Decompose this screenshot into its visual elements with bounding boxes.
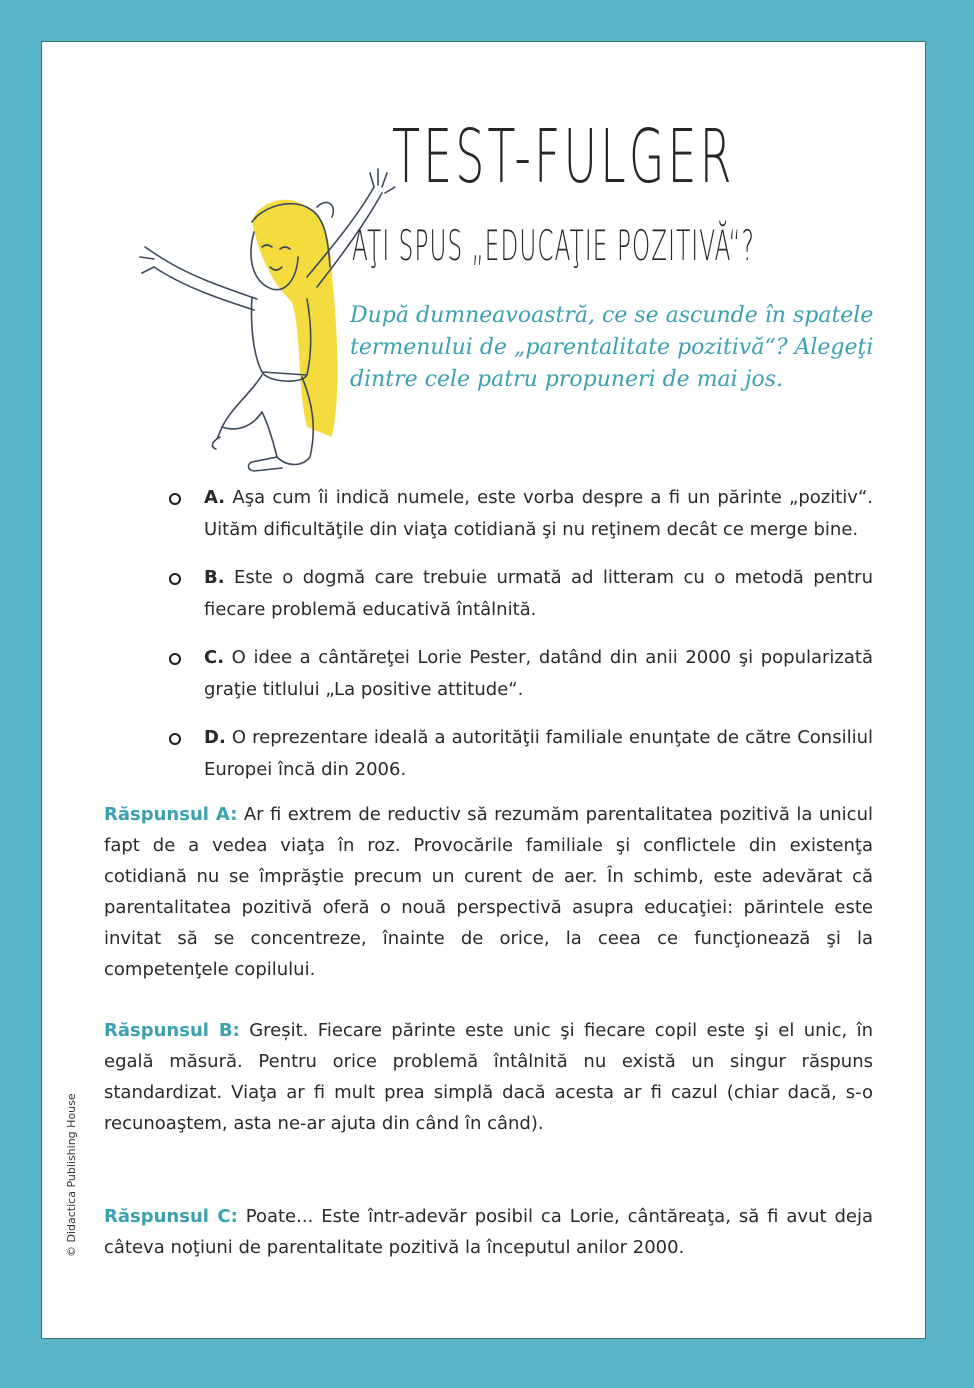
- option-c[interactable]: [165, 642, 873, 706]
- option-letter: C.: [204, 647, 225, 668]
- page: [41, 41, 926, 1339]
- answer-b: [104, 1015, 873, 1139]
- circle-bullet-icon: [169, 653, 181, 665]
- copyright-notice: © Didactica Publishing House: [65, 1093, 78, 1257]
- answer-text: Ar fi extrem de reductiv să rezumăm parentalitatea pozitivă la unicul fapt de a vedea viaţa în roz. Provocările familiale şi conflictele din existenţa cotidiană nu se împrăştie precum un curent de aer. În schimb, este adevărat că parentalitatea pozitivă oferă o nouă perspectivă asupra educaţiei: părintele este invitat să se concentreze, înainte de orice, la ceea ce funcţionează şi la competenţele copilului.: [104, 804, 873, 980]
- option-d[interactable]: [165, 722, 873, 786]
- options-list: [165, 482, 873, 802]
- page-subtitle: AŢI SPUS „EDUCAŢIE POZITIVĂ“?: [352, 221, 755, 270]
- circle-bullet-icon: [169, 733, 181, 745]
- hair-shape: [252, 200, 338, 437]
- option-text: O idee a cântăreţei Lorie Pester, datând din anii 2000 şi popularizată graţie titlului „La positive attitude“.: [204, 647, 873, 700]
- answer-label: Răspunsul C:: [104, 1206, 238, 1227]
- page-title: TEST-FULGER: [392, 114, 735, 200]
- answer-label: Răspunsul A:: [104, 804, 238, 825]
- option-text: O reprezentare ideală a autorităţii familiale enunţate de către Consiliul Europei încă din 2006.: [204, 727, 873, 780]
- circle-bullet-icon: [169, 493, 181, 505]
- answer-text: Poate... Este într-adevăr posibil ca Lorie, cântăreaţa, să fi avut deja câteva noţiuni de parentalitate pozitivă la începutul anilor 2000.: [104, 1206, 873, 1258]
- answer-c: [104, 1201, 873, 1263]
- option-b[interactable]: [165, 562, 873, 626]
- option-letter: B.: [204, 567, 225, 588]
- option-letter: D.: [204, 727, 226, 748]
- intro-question: După dumneavoastră, ce se ascunde în spatele termenului de „parentalitate pozitivă“? Alegeţi dintre cele patru propuneri de mai jos.: [350, 303, 874, 392]
- option-text: Aşa cum îi indică numele, este vorba despre a fi un părinte „pozitiv“. Uităm dificultăţile din viaţa cotidiană şi nu reţinem decât ce merge bine.: [204, 487, 873, 540]
- answer-a: [104, 799, 873, 985]
- answer-label: Răspunsul B:: [104, 1020, 240, 1041]
- option-a[interactable]: [165, 482, 873, 546]
- option-letter: A.: [204, 487, 226, 508]
- circle-bullet-icon: [169, 573, 181, 585]
- answer-text: Greșit. Fiecare părinte este unic şi fiecare copil este şi el unic, în egală măsură. Pentru orice problemă întâlnită nu există un singur răspuns standardizat. Viaţa ar fi mult prea simplă dacă acesta ar fi cazul (chiar dacă, s-o recunoaştem, asta ne-ar ajuta din când în când).: [104, 1020, 873, 1134]
- option-text: Este o dogmă care trebuie urmată ad litteram cu o metodă pentru fiecare problemă educativă întâlnită.: [204, 567, 873, 620]
